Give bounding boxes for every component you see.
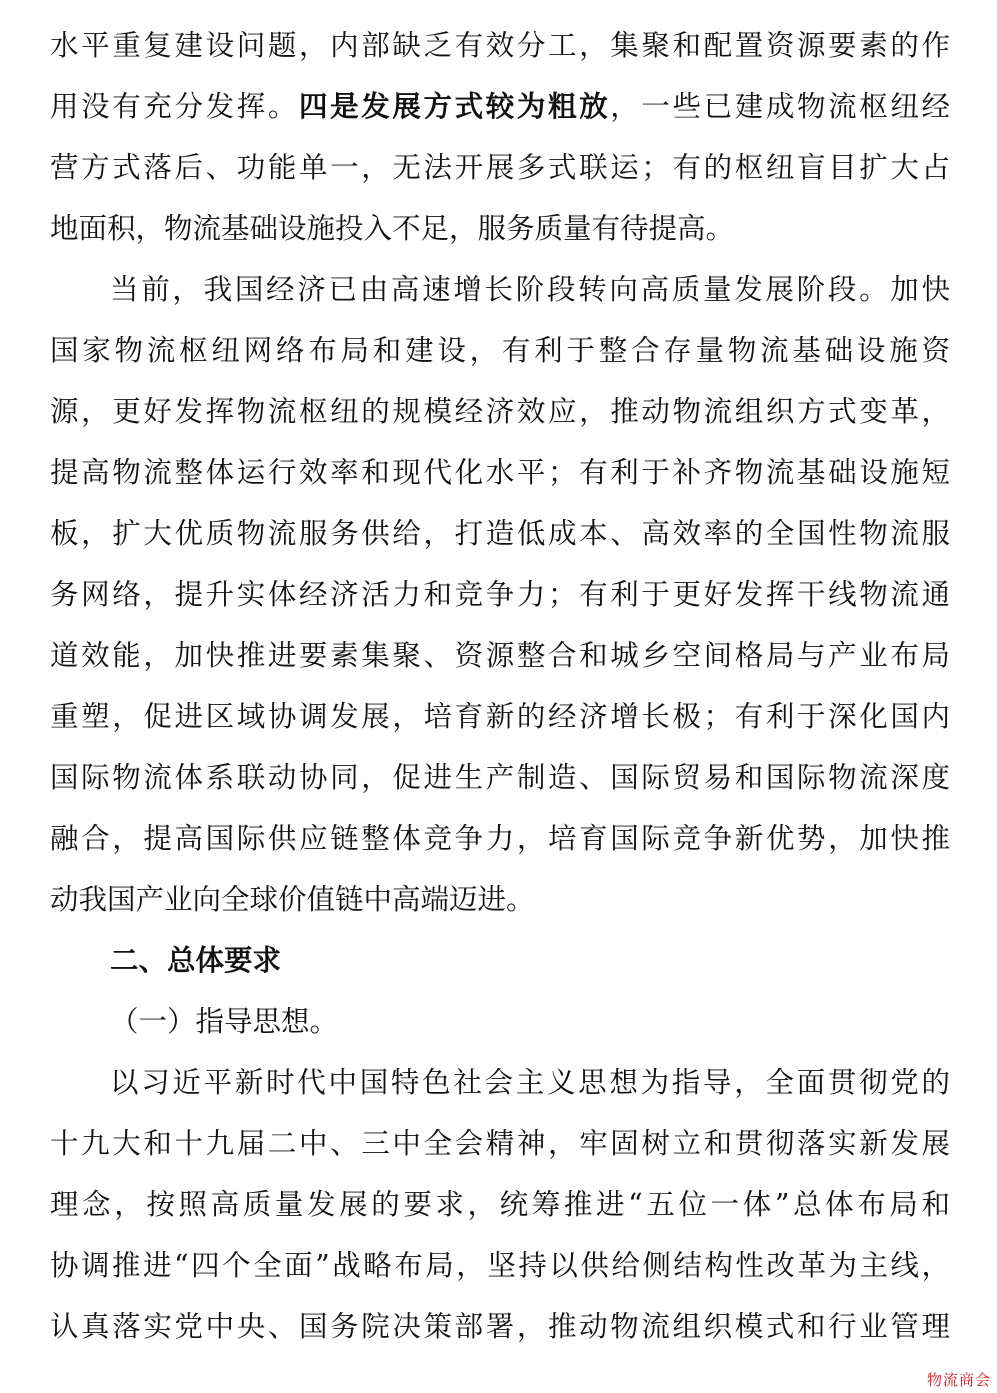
subsection-heading: （一）指导思想。 bbox=[110, 1005, 339, 1038]
paragraph-1-line-3: 营方式落后、功能单一，无法开展多式联运；有的枢纽盲目扩大占 bbox=[50, 151, 950, 184]
paragraph-2-line-11: 动我国产业向全球价值链中高端迈进。 bbox=[50, 883, 535, 916]
paragraph-2-line-1: 当前，我国经济已由高速增长阶段转向高质量发展阶段。加快 bbox=[110, 273, 950, 306]
paragraph-3-line-5: 认真落实党中央、国务院决策部署，推动物流组织模式和行业管理 bbox=[50, 1310, 950, 1343]
paragraph-2-line-10: 融合，提高国际供应链整体竞争力，培育国际竞争新优势，加快推 bbox=[50, 822, 950, 855]
paragraph-3-line-4: 协调推进“四个全面”战略布局，坚持以供给侧结构性改革为主线， bbox=[50, 1249, 950, 1282]
paragraph-1-line-2-text-b: ，一些已建成物流枢纽经 bbox=[610, 90, 950, 123]
paragraph-2-line-7: 道效能，加快推进要素集聚、资源整合和城乡空间格局与产业布局 bbox=[50, 639, 950, 672]
paragraph-2-line-2: 国家物流枢纽网络布局和建设，有利于整合存量物流基础设施资 bbox=[50, 334, 950, 367]
watermark: 物流商会 bbox=[926, 1371, 991, 1389]
paragraph-2-line-5: 板，扩大优质物流服务供给，打造低成本、高效率的全国性物流服 bbox=[50, 517, 950, 550]
paragraph-2-line-4: 提高物流整体运行效率和现代化水平；有利于补齐物流基础设施短 bbox=[50, 456, 950, 489]
paragraph-1-line-2-text-a: 用没有充分发挥。 bbox=[50, 90, 299, 123]
paragraph-2-line-3: 源，更好发挥物流枢纽的规模经济效应，推动物流组织方式变革， bbox=[50, 395, 950, 428]
paragraph-3-line-2: 十九大和十九届二中、三中全会精神，牢固树立和贯彻落实新发展 bbox=[50, 1127, 950, 1160]
paragraph-1-line-2 bbox=[50, 83, 950, 131]
paragraph-3-line-1: 以习近平新时代中国特色社会主义思想为指导，全面贯彻党的 bbox=[110, 1066, 950, 1099]
emphasis-text: 四是发展方式较为粗放 bbox=[299, 90, 611, 123]
paragraph-2-line-9: 国际物流体系联动协同，促进生产制造、国际贸易和国际物流深度 bbox=[50, 761, 950, 794]
paragraph-1-line-1: 水平重复建设问题，内部缺乏有效分工，集聚和配置资源要素的作 bbox=[50, 29, 950, 62]
paragraph-2-line-8: 重塑，促进区域协调发展，培育新的经济增长极；有利于深化国内 bbox=[50, 700, 950, 733]
paragraph-3-line-3: 理念，按照高质量发展的要求，统筹推进“五位一体”总体布局和 bbox=[50, 1188, 950, 1221]
section-heading: 二、总体要求 bbox=[110, 944, 282, 977]
paragraph-2-line-6: 务网络，提升实体经济活力和竞争力；有利于更好发挥干线物流通 bbox=[50, 578, 950, 611]
paragraph-1-line-4: 地面积，物流基础设施投入不足，服务质量有待提高。 bbox=[50, 212, 735, 245]
